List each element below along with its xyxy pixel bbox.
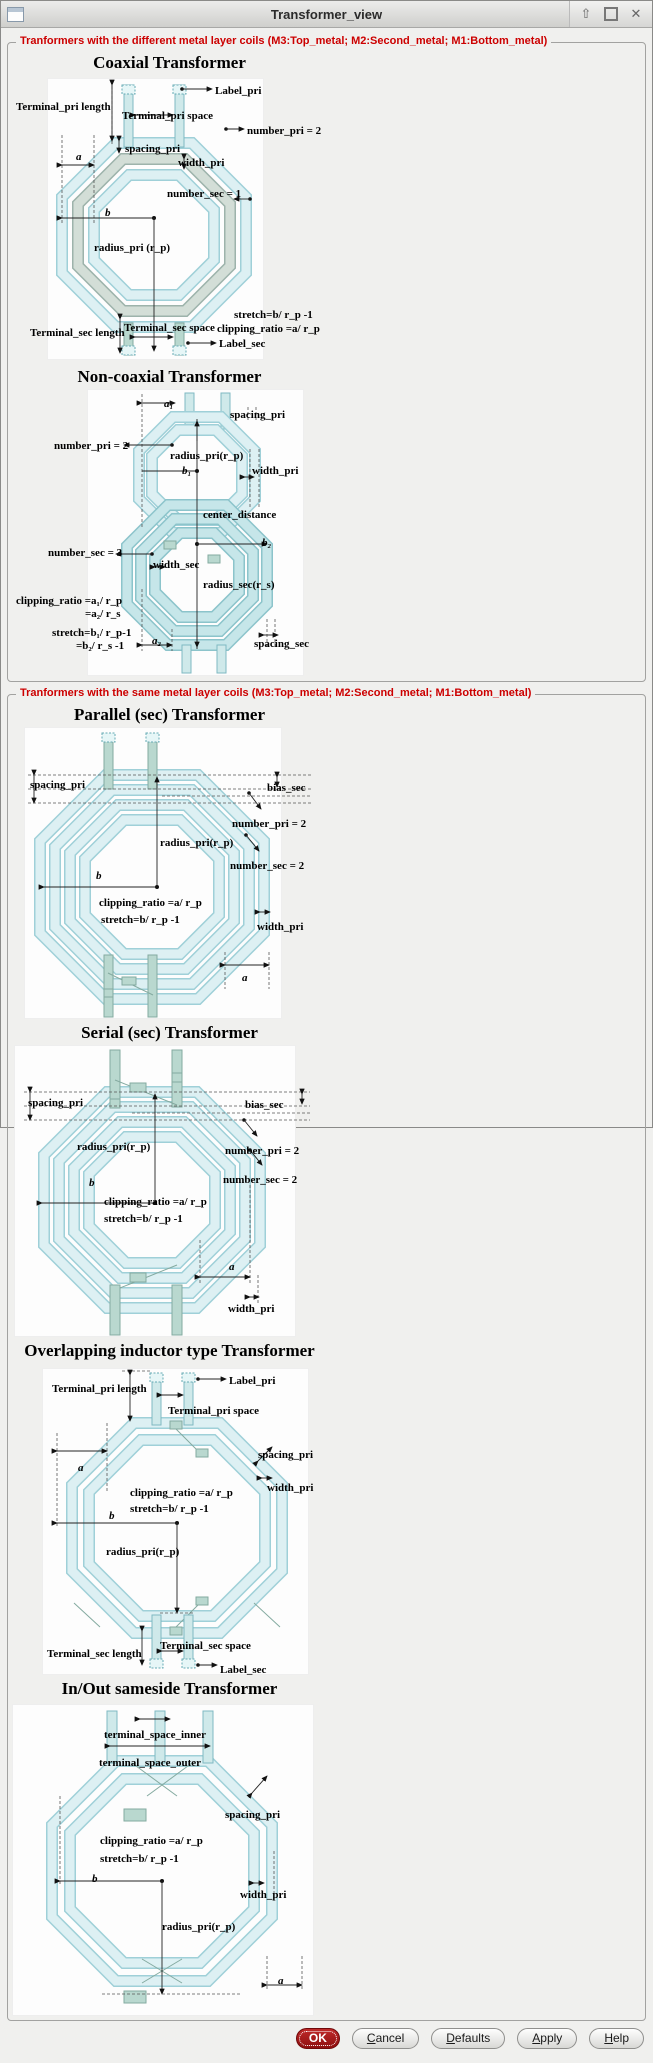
group2-grid [12, 701, 641, 2016]
parallel-canvas [12, 727, 327, 1019]
dimension-label: number_sec = 1 [167, 188, 242, 200]
dimension-label: spacing_pri [225, 1809, 281, 1821]
dimension-label: Terminal_sec space [124, 322, 215, 334]
dimension-label: width_sec [153, 559, 200, 571]
dimension-label: stretch=b/ r_p -1 [100, 1853, 179, 1865]
dimension-label: b [105, 207, 111, 219]
group-different-metal-layers [7, 35, 646, 682]
dimension-label: radius_pri(r_p) [106, 1546, 180, 1558]
dimension-label: radius_pri (r_p) [94, 242, 171, 254]
dimension-label: width_pri [252, 465, 299, 477]
inout-title: In/Out sameside Transformer [61, 1679, 278, 1698]
window-title: Transformer_view [270, 6, 383, 22]
dimension-label: Label_pri [215, 85, 262, 97]
noncoaxial-canvas [12, 389, 327, 677]
dimension-label: clipping_ratio =a₁/ r_p [16, 595, 123, 607]
dimension-label: width_pri [267, 1482, 314, 1494]
diagram-overlapping [12, 1337, 327, 1675]
dimension-label: a [229, 1261, 235, 1273]
dimension-label: Terminal_pri space [122, 110, 213, 122]
dimension-label: stretch=b/ r_p -1 [101, 914, 180, 926]
dimension-label: b [109, 1510, 115, 1522]
dimension-label: a [78, 1462, 84, 1474]
dimension-label: radius_sec(r_s) [203, 579, 275, 591]
dimension-label: terminal_space_inner [104, 1729, 207, 1741]
dimension-label: terminal_space_outer [99, 1757, 202, 1769]
dimension-label: radius_pri(r_p) [162, 1921, 236, 1933]
dimension-label: b [92, 1873, 98, 1885]
dimension-label: Terminal_sec space [160, 1640, 251, 1652]
shade-icon[interactable]: ⇧ [580, 6, 592, 21]
dimension-label: clipping_ratio =a/ r_p [100, 1835, 203, 1847]
dimension-label: width_pri [257, 921, 304, 933]
dimension-label: b₁ [182, 465, 192, 477]
dimension-label: number_pri = 2 [247, 125, 322, 137]
dimension-label: spacing_pri [258, 1449, 314, 1461]
dimension-label: =a₂/ r_s [85, 608, 121, 620]
dimension-label: a [278, 1975, 284, 1987]
dimension-label: b [89, 1177, 95, 1189]
dialog-content [1, 28, 652, 2021]
serial-canvas [12, 1045, 327, 1337]
dimension-label: clipping_ratio =a/ r_p [104, 1196, 207, 1208]
serial-title: Serial (sec) Transformer [81, 1023, 258, 1042]
dimension-label: width_pri [228, 1303, 275, 1315]
overlapping-canvas [12, 1363, 327, 1675]
diagram-serial [12, 1019, 327, 1337]
dimension-label: width_pri [178, 157, 225, 169]
dimension-label: a [242, 972, 248, 984]
diagram-noncoaxial [12, 363, 327, 677]
dimension-label: Label_sec [219, 338, 266, 350]
group-same-metal-layers [7, 687, 646, 2021]
dimension-label: Terminal_pri length [52, 1383, 147, 1395]
diagram-parallel [12, 701, 327, 1019]
dimension-label: spacing_pri [30, 779, 86, 791]
group1-grid [12, 49, 641, 677]
inout-canvas [12, 1701, 327, 2016]
dimension-label: number_sec = 2 [223, 1174, 298, 1186]
dimension-label: number_sec = 3 [48, 547, 123, 559]
serial-coil-drawing [12, 1045, 327, 1337]
noncoaxial-title: Non-coaxial Transformer [77, 367, 262, 386]
dimension-label: number_pri = 2 [232, 818, 307, 830]
coaxial-canvas [12, 75, 327, 363]
dialog-button[interactable]: Cancel [352, 2028, 419, 2049]
dialog-button[interactable]: Help [589, 2028, 644, 2049]
dimension-label: =b₂/ r_s -1 [76, 640, 125, 652]
dimension-label: clipping_ratio =a/ r_p [130, 1487, 233, 1499]
dimension-label: b₂ [262, 537, 272, 549]
dimension-label: spacing_pri [28, 1097, 84, 1109]
dimension-label: stretch=b/ r_p -1 [104, 1213, 183, 1225]
group2-label: Tranformers with the same metal layer coils (M3:Top_metal; M2:Second_metal; M1:Bottom_metal) [16, 687, 535, 699]
diagram-coaxial [12, 49, 327, 363]
overlapping-title: Overlapping inductor type Transformer [24, 1341, 315, 1360]
dimension-label: number_sec = 2 [230, 860, 305, 872]
dimension-label: width_pri [240, 1889, 287, 1901]
dimension-label: Label_sec [220, 1664, 267, 1676]
title-bar[interactable] [1, 1, 652, 28]
dimension-label: a₁ [164, 398, 174, 410]
dialog-button[interactable]: OK [296, 2028, 340, 2049]
dialog-button[interactable]: Defaults [431, 2028, 505, 2049]
dimension-label: clipping_ratio =a/ r_p [99, 897, 202, 909]
dimension-label: Terminal_pri space [168, 1405, 259, 1417]
group1-label: Tranformers with the different metal layer coils (M3:Top_metal; M2:Second_metal; M1:Bottom_metal) [16, 35, 551, 47]
close-icon[interactable]: ✕ [630, 6, 642, 21]
dialog-button[interactable]: Apply [517, 2028, 577, 2049]
dialog-button-row [1, 2021, 652, 2063]
dimension-label: Terminal_sec length [47, 1648, 142, 1660]
dimension-label: spacing_pri [230, 409, 286, 421]
dimension-label: spacing_pri [125, 143, 181, 155]
dimension-label: clipping_ratio =a/ r_p [217, 323, 320, 335]
dimension-label: stretch=b₁/ r_p-1 [52, 627, 132, 639]
dimension-label: Terminal_pri length [16, 101, 111, 113]
dimension-label: a₂ [152, 635, 162, 647]
dimension-label: radius_pri(r_p) [170, 450, 244, 462]
dimension-label: stretch=b/ r_p -1 [234, 309, 313, 321]
dimension-label: a [76, 151, 82, 163]
dimension-label: radius_pri(r_p) [160, 837, 234, 849]
dimension-label: radius_pri(r_p) [77, 1141, 151, 1153]
dimension-label: stretch=b/ r_p -1 [130, 1503, 209, 1515]
dimension-label: spacing_sec [254, 638, 309, 650]
dimension-label: center_distance [203, 509, 277, 521]
dimension-label: number_pri = 2 [225, 1145, 300, 1157]
parallel-title: Parallel (sec) Transformer [73, 705, 266, 724]
coaxial-title: Coaxial Transformer [93, 53, 246, 72]
diagram-inout [12, 1675, 327, 2016]
dimension-label: b [96, 870, 102, 882]
dimension-label: Terminal_sec length [30, 327, 125, 339]
dimension-label: number_pri = 2 [54, 440, 129, 452]
dimension-label: Label_pri [229, 1375, 276, 1387]
dimension-label: bias_sec [267, 782, 306, 794]
dimension-label: bias_sec [245, 1099, 284, 1111]
parallel-coil-drawing [12, 727, 327, 1019]
